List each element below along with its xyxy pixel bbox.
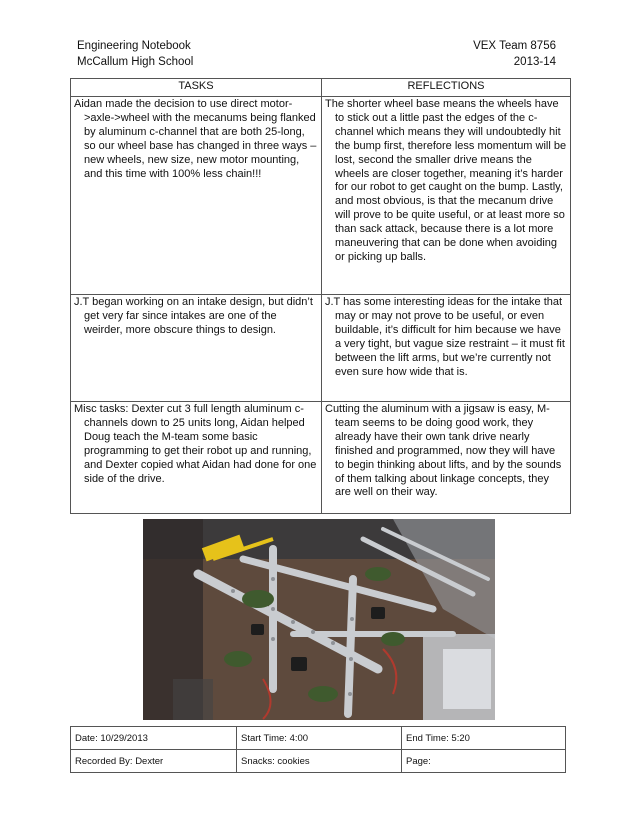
table-header-row	[71, 79, 571, 97]
session-info-table	[70, 726, 566, 773]
tasks-reflections-table	[70, 78, 571, 514]
reflection-text: J.T has some interesting ideas for the intake that may or may not prove to be useful, or even buildable, it’s difficult for him because we have a very tight, but vague size restraint – it must fit between the lift arms, but we’re currently not even sure how wide that is.	[325, 296, 565, 378]
table-row	[71, 97, 571, 295]
robot-drive-photo	[143, 519, 495, 720]
table-row	[71, 402, 571, 514]
robot-drive-illustration	[143, 519, 495, 720]
school-name: McCallum High School	[77, 56, 194, 68]
task-cell	[71, 402, 322, 514]
task-cell	[71, 97, 322, 295]
page-number-field: Page:	[402, 750, 566, 773]
reflections-column-header: REFLECTIONS	[322, 79, 571, 97]
reflection-text: The shorter wheel base means the wheels have to stick out a little past the edges of the c-channel which means they will undoubtedly hit the bump first, therefore less momentum will be lost, second the smaller drive means the wheels are closer together, meaning it’s harder for our robot to get caught on the bump. Lastly, and most obvious, is that the mecanum drive will prove to be quite useful, or at least more so than sack attack, because there is a lot more maneuvering that can be done when avoiding or picking up balls.	[325, 98, 567, 263]
tasks-column-header: TASKS	[71, 79, 322, 97]
recorded-by-field: Recorded By: Dexter	[71, 750, 237, 773]
notebook-title: Engineering Notebook	[77, 40, 191, 52]
task-text: Aidan made the decision to use direct motor->axle->wheel with the mecanums being flanked by aluminum c-channel that are both 25-long, so our wheel base has changed in three ways – new wheels, new size, new motor mounting, and this time with 100% less chain!!!	[74, 98, 317, 180]
team-name: VEX Team 8756	[473, 40, 556, 52]
page-header	[77, 38, 556, 70]
task-text: Misc tasks: Dexter cut 3 full length aluminum c-channels down to 25 units long, Aidan helped Doug teach the M-team some basic programming to get their robot up and running, and Dexter copied what Aidan had done for one side of the drive.	[74, 403, 317, 485]
task-cell	[71, 295, 322, 402]
date-field: Date: 10/29/2013	[71, 727, 237, 750]
snacks-field: Snacks: cookies	[237, 750, 402, 773]
table-row	[71, 727, 566, 750]
task-text: J.T began working on an intake design, but didn’t get very far since intakes are one of the weirder, more obscure things to design.	[74, 296, 313, 336]
end-time-field: End Time: 5:20	[402, 727, 566, 750]
reflection-cell	[322, 295, 571, 402]
reflection-text: Cutting the aluminum with a jigsaw is easy, M-team seems to be doing good work, they already have their own tank drive nearly finished and programmed, now they will have to begin thinking about lifts, and by the sounds of them talking about linkage concepts, they are well on their way.	[325, 403, 562, 499]
season-year: 2013-14	[513, 56, 556, 68]
table-row	[71, 750, 566, 773]
table-row	[71, 295, 571, 402]
reflection-cell	[322, 97, 571, 295]
reflection-cell	[322, 402, 571, 514]
start-time-field: Start Time: 4:00	[237, 727, 402, 750]
